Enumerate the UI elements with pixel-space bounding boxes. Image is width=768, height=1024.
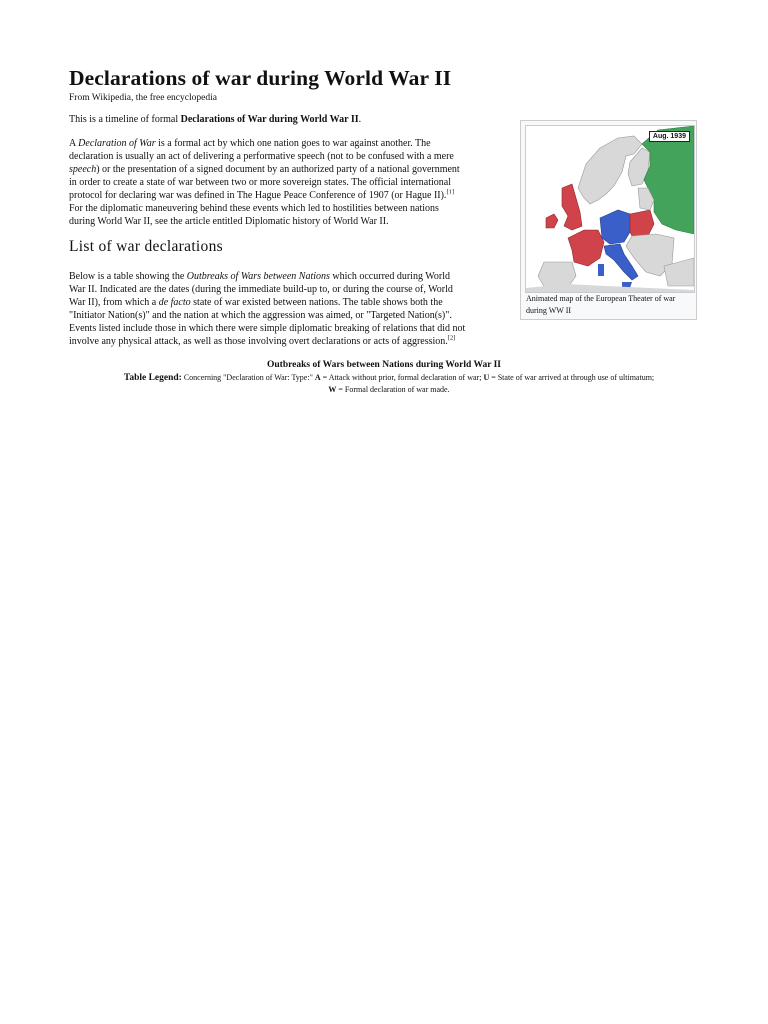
list-text: War II), from which a	[69, 297, 159, 308]
de-facto-term: de facto	[158, 297, 191, 308]
list-text: involve any physical attack, as well as those involving overt declarations or acts of aggression.	[69, 336, 448, 347]
speech-term: speech	[69, 164, 97, 175]
legend-label: Table Legend:	[123, 373, 182, 383]
list-text: state of war existed between nations. The table shows both the	[190, 297, 443, 308]
map-caption: Animated map of the European Theater of war during WW II	[526, 294, 676, 315]
legend-text: Concerning "Declaration of War: Type:"	[181, 373, 315, 382]
sardinia	[598, 264, 604, 276]
article-title: Declarations of war during World War II	[69, 66, 452, 90]
definition-text: protocol for declaring war was defined in The Hague Peace Conference of 1907 (or Hague II).	[69, 190, 447, 201]
definition-text: ) or the presentation of a signed document by an authorized party of a national government	[96, 164, 460, 175]
list-text: War II. Indicated are the dates (during the immediate build-up to, or during the course of, World	[69, 284, 453, 295]
article-subtitle: From Wikipedia, the free encyclopedia	[69, 93, 217, 103]
definition-text: A	[69, 138, 79, 149]
definition-paragraph	[69, 137, 509, 228]
definition-text: is a formal act by which one nation goes to war against another. The	[155, 138, 431, 149]
list-text: Events listed include those in which there were simple diplomatic breaking of relations that did not	[69, 323, 466, 334]
legend-code-w: W	[328, 385, 337, 394]
list-text: "Initiator Nation(s)" and the nation at which the aggression was aimed, or "Targeted Nation(s)".	[69, 310, 452, 321]
intro-paragraph	[69, 113, 509, 126]
list-text: Below is a table showing the	[69, 271, 187, 282]
legend-text: = Attack without prior, formal declaration of war;	[320, 373, 484, 382]
intro-prefix: This is a timeline of formal	[69, 114, 181, 125]
table-caption: Outbreaks of Wars between Nations during World War II	[266, 360, 502, 370]
europe-map-image	[526, 126, 694, 292]
list-text: which occurred during World	[329, 271, 451, 282]
table-legend	[69, 372, 709, 396]
legend-text: = State of war arrived at through use of ultimatum;	[489, 373, 655, 382]
definition-text: declaration is usually an act of delivering a performative speech (not to be confused with a mere	[69, 151, 454, 162]
legend-code-u: U	[483, 373, 490, 382]
list-paragraph	[69, 270, 514, 348]
map-date-label: Aug. 1939	[649, 131, 690, 142]
map-figure	[520, 120, 697, 320]
definition-text: For the diplomatic maneuvering behind these events which led to hostilities between nations	[69, 203, 439, 214]
reference-link-2[interactable]: [2]	[447, 334, 456, 342]
legend-text: = Formal declaration of war made.	[336, 385, 450, 394]
intro-suffix: .	[358, 114, 362, 125]
definition-text: during World War II, see the article entitled Diplomatic history of World War II.	[69, 216, 389, 227]
intro-bold-term: Declarations of War during World War II	[180, 114, 359, 125]
definition-text: in order to create a state of war between two or more sovereign states. The official international	[69, 177, 451, 188]
europe-map[interactable]	[525, 125, 695, 293]
outbreaks-term: Outbreaks of Wars between Nations	[186, 271, 330, 282]
section-heading: List of war declarations	[69, 238, 223, 255]
legend-code-a: A	[314, 373, 321, 382]
reference-link-1[interactable]: [1]	[446, 188, 455, 196]
declaration-of-war-term: Declaration of War	[78, 138, 156, 149]
